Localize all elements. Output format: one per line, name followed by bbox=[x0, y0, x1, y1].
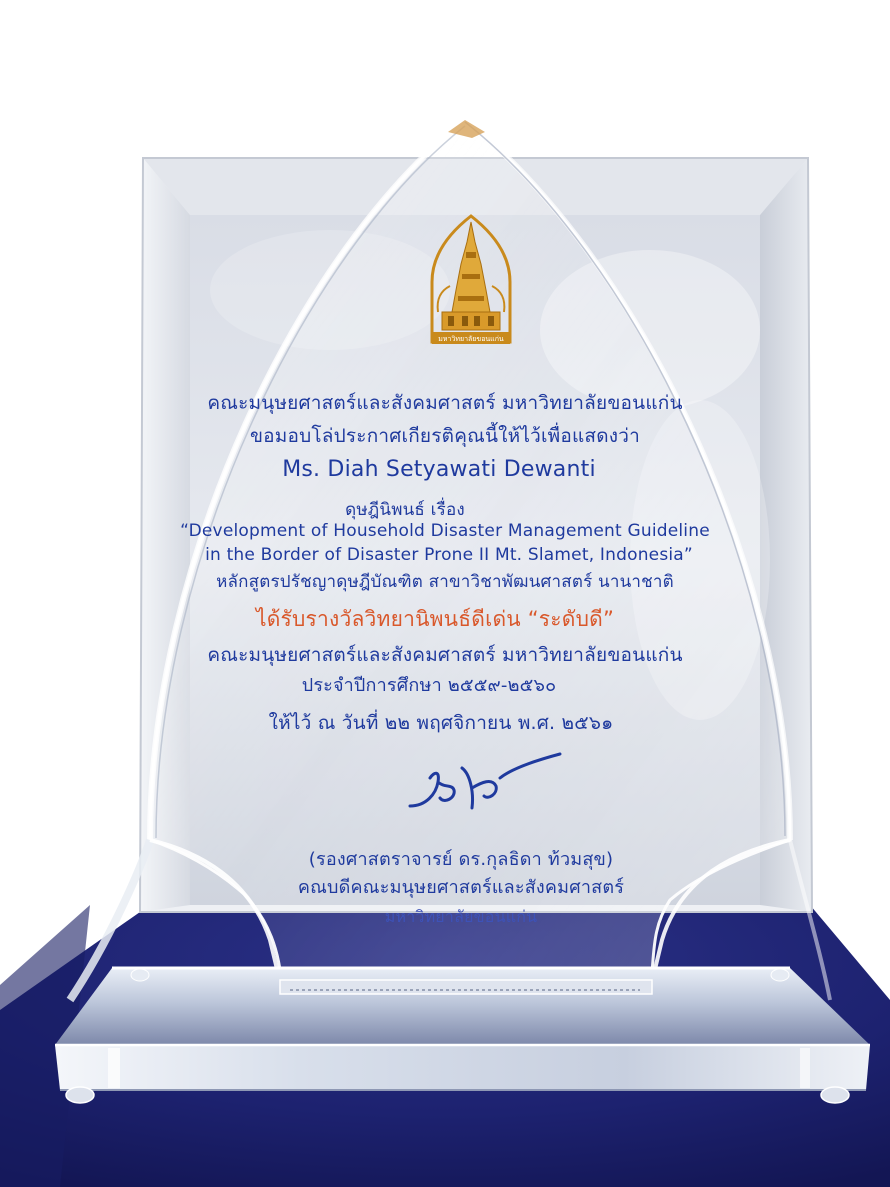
thesis-title-line2: in the Border of Disaster Prone II Mt. Slamet, Indonesia” bbox=[205, 545, 693, 565]
academic-year: ประจำปีการศึกษา ๒๕๕๙-๒๕๖๐ bbox=[301, 675, 557, 696]
recipient-name: Ms. Diah Setyawati Dewanti bbox=[282, 457, 596, 482]
thesis-label: ดุษฎีนิพนธ์ เรื่อง bbox=[345, 500, 465, 520]
program-line: หลักสูตรปรัชญาดุษฎีบัณฑิต สาขาวิชาพัฒนศาสตร์ นานาชาติ bbox=[216, 572, 674, 592]
purpose-line: ขอมอบโล่ประกาศเกียรติคุณนี้ให้ไว้เพื่อแสดงว่า bbox=[249, 425, 640, 447]
emblem-caption: มหาวิทยาลัยขอนแก่น bbox=[438, 335, 504, 343]
given-date: ให้ไว้ ณ วันที่ ๒๒ พฤศจิกายน พ.ศ. ๒๕๖๑ bbox=[268, 712, 614, 734]
signer-name: (รองศาสตราจารย์ ดร.กุลธิดา ท้วมสุข) bbox=[308, 849, 614, 870]
university-emblem-icon bbox=[428, 212, 514, 352]
faculty-line: คณะมนุษยศาสตร์และสังคมศาสตร์ มหาวิทยาลัยขอนแก่น bbox=[207, 644, 683, 666]
issuer-line: คณะมนุษยศาสตร์และสังคมศาสตร์ มหาวิทยาลัยขอนแก่น bbox=[207, 392, 683, 414]
signer-title: คณบดีคณะมนุษยศาสตร์และสังคมศาสตร์ bbox=[297, 877, 625, 898]
signer-university: มหาวิทยาลัยขอนแก่น bbox=[384, 907, 538, 926]
thesis-title-line1: “Development of Household Disaster Management Guideline bbox=[180, 521, 710, 541]
award-title: ได้รับรางวัลวิทยานิพนธ์ดีเด่น “ระดับดี” bbox=[255, 607, 615, 631]
signature-icon bbox=[400, 748, 570, 828]
